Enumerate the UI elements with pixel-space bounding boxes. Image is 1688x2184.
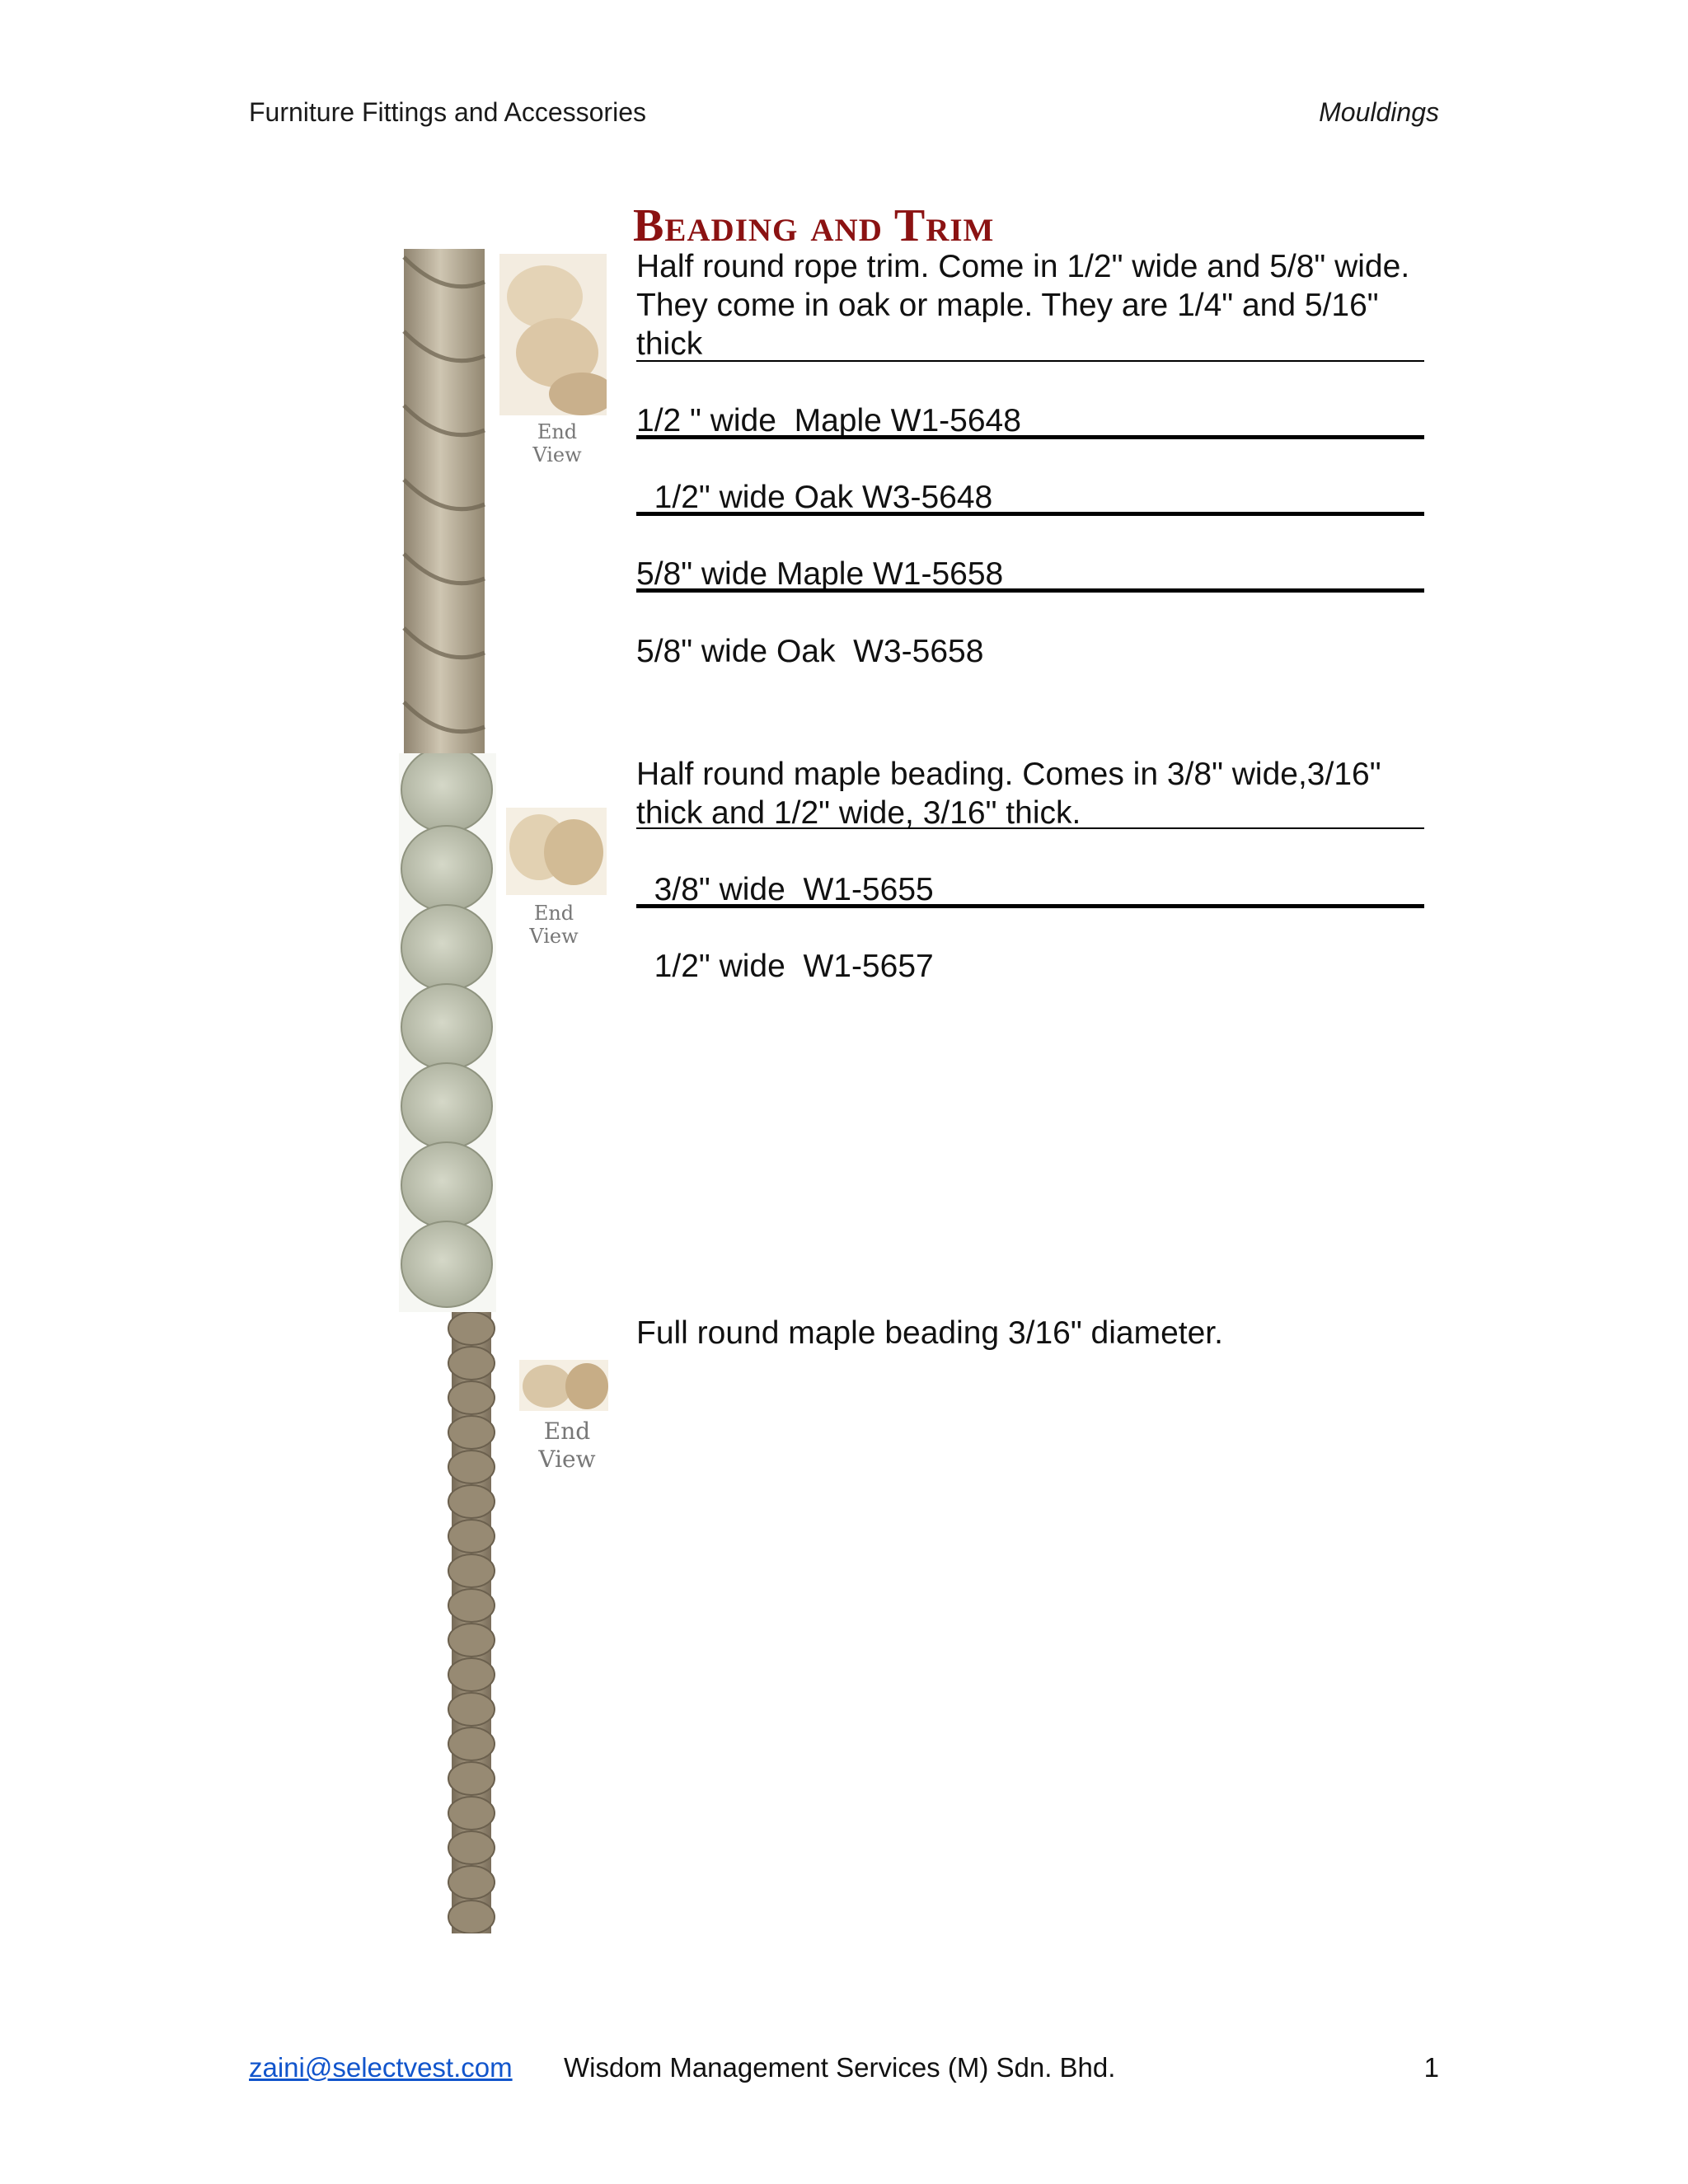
- product-item: 5/8" wide Maple W1-5658: [636, 556, 1004, 592]
- divider: [636, 512, 1424, 516]
- product-item: 1/2" wide Oak W3-5648: [636, 480, 993, 515]
- end-label-line2: View: [538, 1446, 596, 1473]
- half-round-beading-end-view-image: [506, 808, 607, 895]
- end-label-line2: View: [529, 925, 579, 948]
- product-item: 5/8" wide Oak W3-5658: [636, 634, 984, 669]
- footer-email-link[interactable]: zaini@selectvest.com: [249, 2052, 513, 2083]
- header-left-title: Furniture Fittings and Accessories: [249, 97, 646, 127]
- rope-trim-image: [399, 249, 491, 753]
- full-round-beading-description: Full round maple beading 3/16" diameter.: [636, 1315, 1223, 1351]
- half-round-beading-image: [399, 753, 496, 1312]
- half-round-beading-end-view-label: [521, 902, 587, 948]
- end-label-line1: End: [533, 902, 574, 925]
- divider: [636, 904, 1424, 908]
- divider: [636, 588, 1424, 593]
- rope-trim-end-view-label: [524, 420, 590, 466]
- divider: [636, 827, 1424, 829]
- product-item: 1/2" wide W1-5657: [636, 949, 934, 984]
- rope-trim-end-view-image: [499, 254, 607, 415]
- page-number: 1: [1423, 2052, 1439, 2083]
- divider: [636, 435, 1424, 439]
- end-label-line2: View: [532, 443, 582, 466]
- end-label-line1: End: [543, 1418, 591, 1445]
- product-item: 3/8" wide W1-5655: [636, 872, 934, 907]
- half-round-beading-description: Half round maple beading. Comes in 3/8" wide,3/16" thick and 1/2" wide, 3/16" thick.: [636, 757, 1381, 831]
- full-round-beading-image: [445, 1312, 498, 1933]
- divider: [636, 360, 1424, 362]
- rope-trim-description: Half round rope trim. Come in 1/2" wide and 5/8" wide. They come in oak or maple. They are 1/4" and 5/16" thick: [636, 249, 1410, 362]
- full-round-beading-end-view-image: [519, 1360, 608, 1411]
- footer-company: Wisdom Management Services (M) Sdn. Bhd.: [564, 2052, 1116, 2083]
- header-right-section: Mouldings: [1319, 97, 1439, 127]
- product-item: 1/2 " wide Maple W1-5648: [636, 403, 1021, 438]
- full-round-beading-end-view-label: [534, 1418, 600, 1474]
- page-title: Beading and Trim: [633, 200, 995, 251]
- end-label-line1: End: [537, 420, 578, 443]
